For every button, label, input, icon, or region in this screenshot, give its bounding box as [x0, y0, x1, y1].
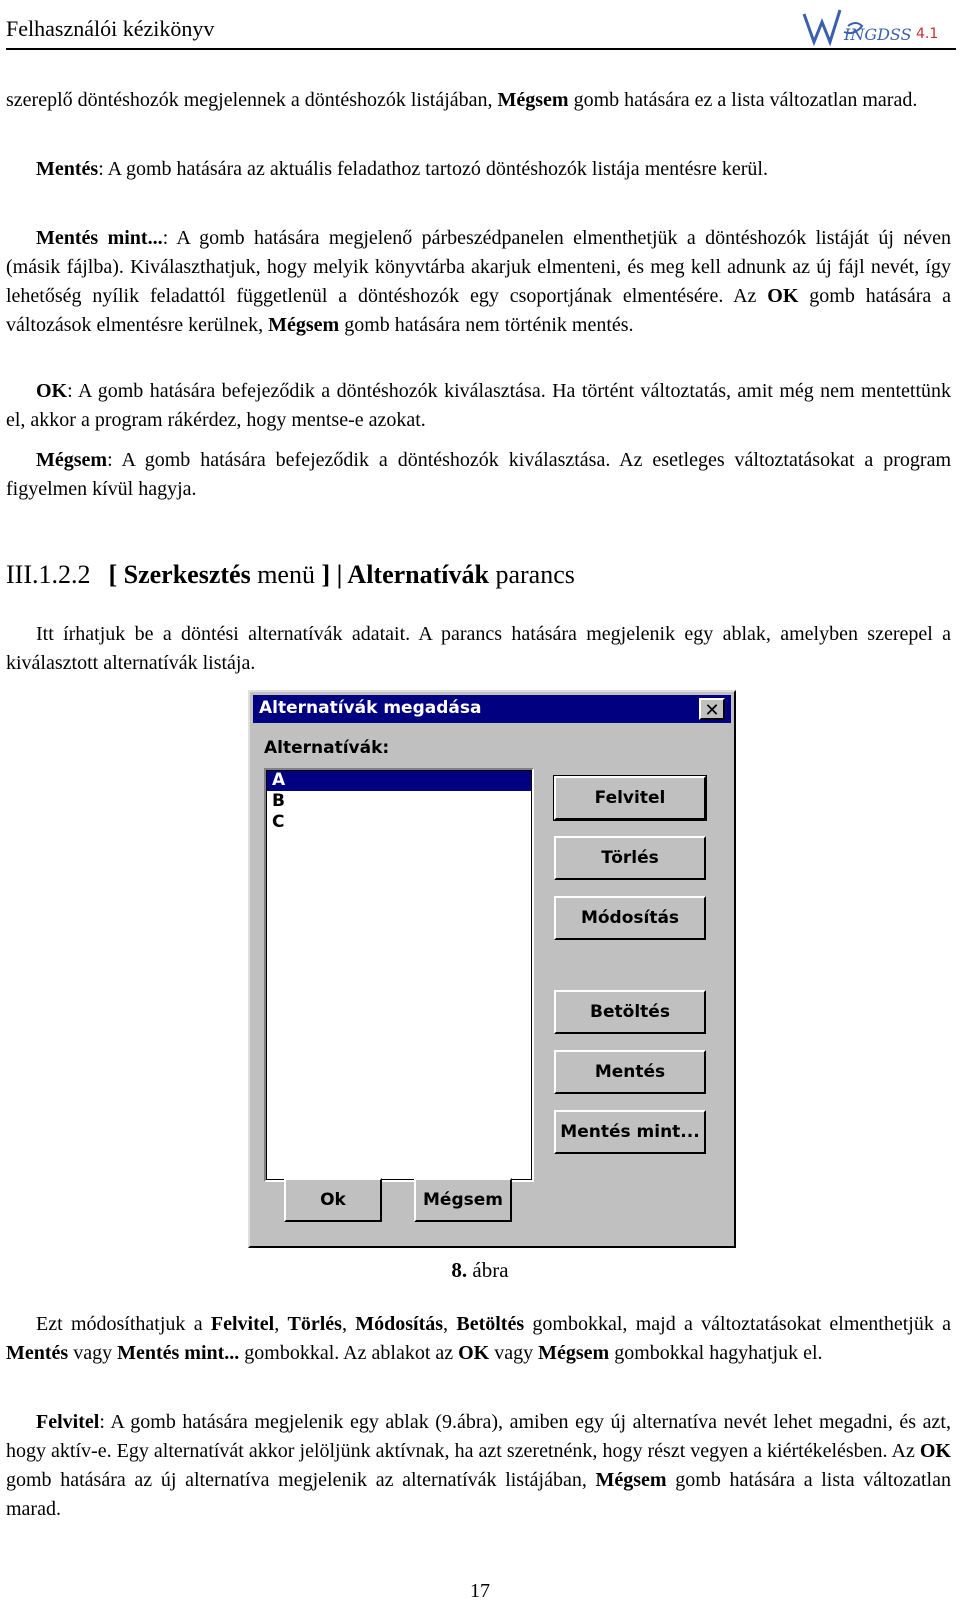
mentes-mint-button[interactable]: Mentés mint... — [554, 1110, 706, 1154]
paragraph-3: Mentés mint...: A gomb hatására megjelenő párbeszédpanelen elmenthetjük a döntéshozók listáját új néven (másik fájlba). Kiválaszthatjuk, hogy melyik könyvtárba akarjuk elmenteni, és meg kell adnunk az új fájl nevét, így lehetőség nyílik feladattól függetlenül a döntéshozók egy csoportjának elmentésére. Az OK gomb hatására a változások elmentésre kerülnek, Mégsem gomb hatására nem történik mentés. — [6, 227, 952, 336]
felvitel-button[interactable]: Felvitel — [554, 776, 706, 820]
torles-button[interactable]: Törlés — [554, 836, 706, 880]
section-heading: III.1.2.2 [ Szerkesztés menü ] | Alternatívák parancs — [6, 560, 575, 589]
paragraph-6: Itt írhatjuk be a döntési alternatívák adatait. A parancs hatására megjelenik egy ablak, amelyben szerepel a kiválasztott alternatívák listája. — [6, 623, 951, 674]
paragraph-4: OK: A gomb hatására befejeződik a döntéshozók kiválasztása. Ha történt változtatás, amit még nem mentettünk el, akkor a program rákérdez, hogy mentse-e azokat. — [6, 380, 951, 431]
list-item[interactable]: C — [272, 812, 285, 832]
list-item[interactable]: A — [266, 770, 532, 791]
alternatives-dialog — [248, 690, 736, 1248]
figure-caption: 8. ábra — [451, 1258, 509, 1282]
paragraph-5: Mégsem: A gomb hatására befejeződik a döntéshozók kiválasztása. Az esetleges változtatásokat a program figyelmen kívül hagyja. — [6, 449, 951, 500]
modositas-button[interactable]: Módosítás — [554, 896, 706, 940]
betoltes-button[interactable]: Betöltés — [554, 990, 706, 1034]
paragraph-2: Mentés: A gomb hatására az aktuális feladathoz tartozó döntéshozók listája mentésre kerül. — [36, 158, 768, 180]
wingdss-logo — [798, 4, 948, 50]
page-header — [6, 14, 956, 50]
svg-text:4.1: 4.1 — [916, 26, 939, 42]
page-number: 17 — [470, 1580, 490, 1602]
paragraph-1: szereplő döntéshozók megjelennek a döntéshozók listájában, Mégsem gomb hatására ez a lista változatlan marad. — [6, 89, 918, 111]
header-title: Felhasználói kézikönyv — [6, 16, 215, 41]
dialog-title: Alternatívák megadása — [259, 698, 482, 718]
ok-button[interactable]: Ok — [284, 1178, 382, 1222]
mentes-button[interactable]: Mentés — [554, 1050, 706, 1094]
paragraph-7: Ezt módosíthatjuk a Felvitel, Törlés, Módosítás, Betöltés gombokkal, majd a változtatásokat elmenthetjük a Mentés vagy Mentés mint... gombokkal. Az ablakot az OK vagy Mégsem gombokkal hagyhatjuk el. — [6, 1313, 952, 1364]
list-item[interactable]: B — [272, 791, 285, 811]
dialog-titlebar — [253, 695, 731, 723]
megsem-button[interactable]: Mégsem — [414, 1178, 512, 1222]
svg-text:INGDSS: INGDSS — [844, 25, 912, 44]
alternatives-listbox[interactable] — [264, 768, 534, 1182]
paragraph-8: Felvitel: A gomb hatására megjelenik egy ablak (9.ábra), amiben egy új alternatíva nevét lehet megadni, és azt, hogy aktív-e. Egy alternatívát akkor jelöljünk aktívnak, ha azt szeretnénk, hogy részt vegyen a kiértékelésben. Az OK gomb hatására az új alternatíva megjelenik az alternatívák listájában, Mégsem gomb hatására a lista változatlan marad. — [6, 1411, 951, 1520]
alternatives-label: Alternatívák: — [264, 738, 390, 758]
close-icon[interactable]: ✕ — [699, 698, 725, 720]
